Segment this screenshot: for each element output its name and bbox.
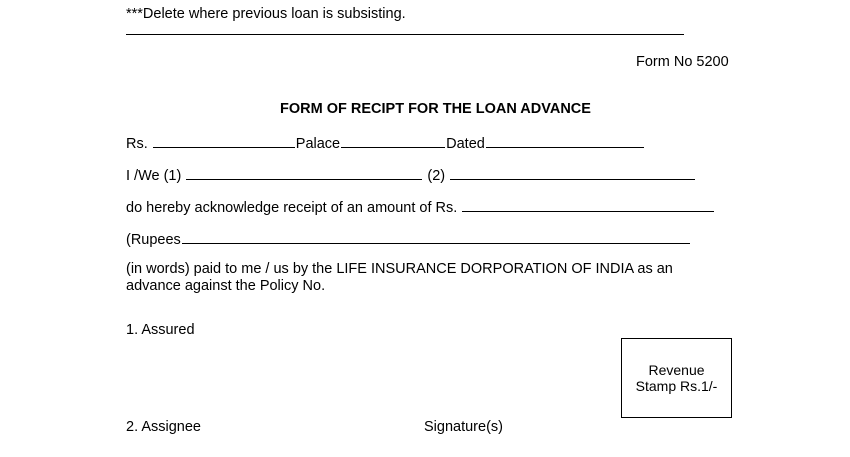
names-row [126,166,696,184]
delete-note: ***Delete where previous loan is subsisting. [126,6,406,22]
dated-field[interactable] [486,134,644,148]
rupees-words-field[interactable] [182,230,690,244]
signatures-label: Signature(s) [424,419,503,435]
stamp-line-1: Revenue [648,361,705,378]
revenue-stamp-box [621,338,732,418]
iwe-label: I /We (1) [126,168,182,184]
rupees-label: (Rupees [126,232,181,248]
form-number: Form No 5200 [636,54,729,70]
dated-label: Dated [446,136,485,152]
name-1-field[interactable] [186,166,422,180]
acknowledge-amount-field[interactable] [462,198,714,212]
name-2-field[interactable] [450,166,695,180]
assignee-label: 2. Assignee [126,419,201,435]
amount-place-date-row [126,134,645,152]
assured-label: 1. Assured [126,322,195,338]
acknowledge-row [126,198,715,216]
stamp-line-2: Stamp Rs.1/- [635,378,718,394]
form-title: FORM OF RECIPT FOR THE LOAN ADVANCE [280,101,591,117]
top-rule [126,34,684,35]
in-words-paragraph: (in words) paid to me / us by the LIFE INSURANCE DORPORATION OF INDIA as an advance against the Policy No. [126,261,673,294]
name-2-label: (2) [427,168,446,184]
rupees-row [126,230,691,248]
palace-label: Palace [295,136,341,152]
palace-field[interactable] [341,134,445,148]
acknowledge-text: do hereby acknowledge receipt of an amount of Rs. [126,200,458,216]
rs-field[interactable] [153,134,295,148]
rs-label: Rs. [126,136,148,152]
